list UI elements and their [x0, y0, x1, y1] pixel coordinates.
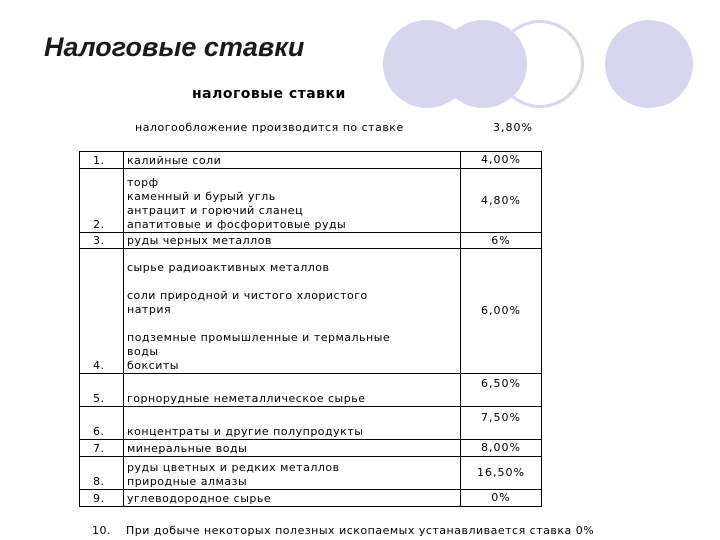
row-rate: 4,80% — [461, 169, 542, 233]
row-number: 3. — [80, 233, 124, 249]
description-line: углеводородное сырье — [127, 492, 272, 505]
footnote-number: 10. — [92, 524, 111, 537]
description-line: калийные соли — [127, 154, 222, 167]
description-line: апатитовые и фосфоритовые руды — [127, 218, 347, 231]
row-number: 5. — [80, 374, 124, 407]
description-line: горнорудные неметаллическое сырье — [127, 392, 366, 405]
description-line: руды черных металлов — [127, 234, 272, 247]
row-number: 8. — [80, 457, 124, 490]
description-line: торф — [127, 176, 159, 189]
table-row — [80, 152, 542, 169]
row-rate: 6% — [461, 233, 542, 249]
row-description — [124, 249, 461, 374]
document-title: налоговые ставки — [192, 86, 346, 102]
table-row — [80, 249, 542, 374]
description-line: каменный и бурый угль — [127, 190, 276, 203]
description-line: подземные промышленные и термальные — [127, 331, 391, 344]
footnote — [92, 524, 594, 537]
row-number: 6. — [80, 407, 124, 440]
row-rate: 4,00% — [461, 152, 542, 169]
tax-rates-table — [79, 151, 542, 507]
table-row — [80, 440, 542, 457]
intro-rate: 3,80% — [493, 121, 533, 134]
table-row — [80, 169, 542, 233]
row-rate: 8,00% — [461, 440, 542, 457]
row-description — [124, 440, 461, 457]
footnote-text: При добыче некоторых полезных ископаемых устанавливается ставка 0% — [126, 524, 595, 537]
description-line: природные алмазы — [127, 475, 248, 488]
table-row — [80, 374, 542, 407]
slide-title: Налоговые ставки — [44, 32, 305, 62]
row-description — [124, 233, 461, 249]
row-description — [124, 152, 461, 169]
row-number: 4. — [80, 249, 124, 374]
description-line: бокситы — [127, 359, 179, 372]
table-row — [80, 457, 542, 490]
description-line: антрацит и горючий сланец — [127, 204, 304, 217]
intro-text: налогообложение производится по ставке — [135, 121, 404, 134]
description-line: минеральные воды — [127, 442, 248, 455]
row-rate: 16,50% — [461, 457, 542, 490]
decorative-circle-3 — [605, 20, 693, 108]
row-number: 2. — [80, 169, 124, 233]
row-description — [124, 169, 461, 233]
row-description — [124, 490, 461, 507]
row-rate: 6,50% — [461, 374, 542, 407]
description-line: концентраты и другие полупродукты — [127, 425, 364, 438]
description-line — [127, 317, 457, 331]
row-number: 7. — [80, 440, 124, 457]
description-line: натрия — [127, 303, 172, 316]
description-line: сырье радиоактивных металлов — [127, 261, 330, 274]
row-description — [124, 407, 461, 440]
description-line: руды цветных и редких металлов — [127, 461, 340, 474]
table-row — [80, 407, 542, 440]
row-rate: 7,50% — [461, 407, 542, 440]
description-line — [127, 275, 457, 289]
row-description — [124, 374, 461, 407]
table-row — [80, 490, 542, 507]
row-rate: 6,00% — [461, 249, 542, 374]
row-number: 9. — [80, 490, 124, 507]
table-row — [80, 233, 542, 249]
description-line: соли природной и чистого хлористого — [127, 289, 368, 302]
row-description — [124, 457, 461, 490]
decorative-ring — [496, 20, 584, 108]
row-rate: 0% — [461, 490, 542, 507]
row-number: 1. — [80, 152, 124, 169]
description-line: воды — [127, 345, 159, 358]
